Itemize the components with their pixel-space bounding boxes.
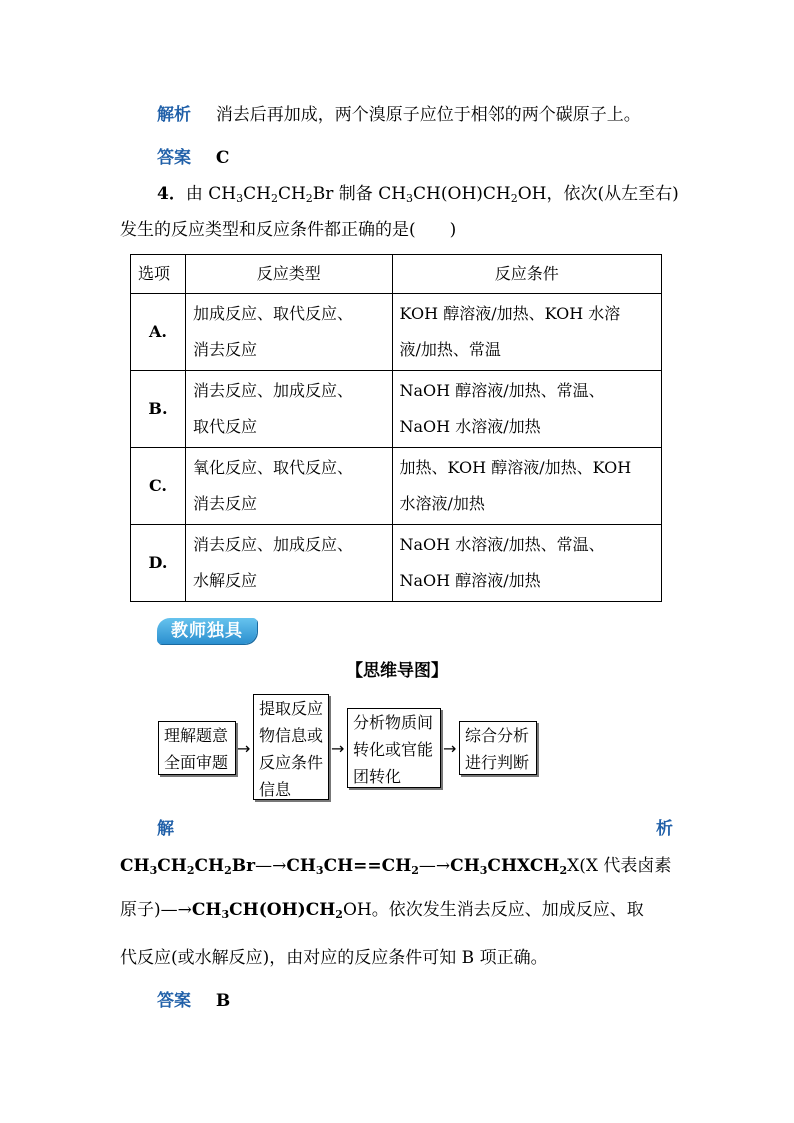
cell-line: 消去反应: [192, 340, 257, 359]
sub: 2: [270, 192, 278, 205]
sub: 3: [479, 864, 488, 877]
eq-part: CH: [194, 856, 225, 876]
box-line: 转化或官能: [353, 740, 434, 759]
arrow-icon: →: [331, 739, 345, 758]
reaction-type: [185, 371, 392, 448]
mindmap-box-3: [347, 708, 441, 788]
eq-part: 原子): [120, 900, 161, 920]
question-line-1: [157, 183, 679, 210]
sub: 2: [559, 864, 568, 877]
options-table: [130, 254, 662, 602]
answer-2: [157, 990, 230, 1012]
eq-part: CH(OH)CH: [229, 900, 336, 920]
reaction-condition: [392, 448, 661, 525]
analysis-2-line-1: [120, 855, 671, 882]
analysis-label: 解: [157, 819, 174, 839]
arrow-icon: →: [237, 739, 251, 758]
sub: 2: [305, 192, 313, 205]
analysis-2-label-left: [157, 818, 174, 840]
table-row: [131, 525, 662, 602]
eq-part: CH: [120, 856, 150, 876]
reaction-condition: [392, 294, 661, 371]
mindmap-title: 【思维导图】: [346, 661, 448, 681]
eq-part: CH: [191, 900, 222, 920]
sub: 2: [335, 908, 343, 921]
box-line: 理解题意: [164, 726, 229, 745]
box-line: 分析物质间: [353, 713, 434, 732]
q-text: CH: [277, 184, 306, 204]
table-row: [131, 371, 662, 448]
cell-line: 加热、KOH 醇溶液/加热、KOH: [399, 458, 632, 477]
table-row: [131, 448, 662, 525]
reaction-arrow: —→: [418, 856, 451, 876]
sub: 3: [221, 908, 230, 921]
box-line: 物信息或: [259, 726, 324, 745]
header-option: 选项: [131, 255, 186, 294]
table-header-row: [131, 255, 662, 294]
header-condition: 反应条件: [392, 255, 661, 294]
cell-line: 消去反应、加成反应、: [192, 535, 353, 554]
analysis-label: 析: [656, 819, 673, 839]
cell-line: 加成反应、取代反应、: [192, 304, 353, 323]
reaction-type: [185, 525, 392, 602]
sub: 3: [149, 864, 158, 877]
q-text: CH: [243, 184, 271, 204]
option-label: B.: [131, 371, 186, 448]
reaction-arrow: —→: [255, 856, 287, 876]
cell-line: 液/加热、常温: [399, 340, 501, 359]
cell-line: KOH 醇溶液/加热、KOH 水溶: [399, 304, 621, 323]
analysis-1: [157, 104, 641, 126]
reaction-arrow: —→: [160, 900, 192, 920]
cell-line: 取代反应: [192, 417, 257, 436]
analysis-2-label-right: [656, 818, 673, 840]
answer-value: B: [215, 991, 231, 1011]
answer-value: C: [215, 148, 230, 168]
box-line: 全面审题: [164, 753, 229, 772]
reaction-type: [185, 448, 392, 525]
q-text: CH(OH)CH: [413, 184, 511, 204]
box-line: 团转化: [353, 767, 402, 786]
cell-line: NaOH 醇溶液/加热: [399, 571, 541, 590]
cell-line: 消去反应: [192, 494, 257, 513]
eq-part: Br: [231, 856, 256, 876]
cell-line: NaOH 水溶液/加热、常温、: [399, 535, 605, 554]
box-line: 进行判断: [465, 753, 530, 772]
q-text: Br 制备 CH: [312, 184, 407, 204]
box-line: 信息: [259, 780, 292, 799]
header-type: 反应类型: [185, 255, 392, 294]
mindmap-box-2: [253, 694, 329, 800]
sub: 3: [315, 864, 324, 877]
q-text: 由 CH: [185, 184, 237, 204]
arrow-icon: →: [443, 739, 457, 758]
box-line: 综合分析: [465, 726, 530, 745]
answer-label: 答案: [157, 991, 191, 1011]
analysis-label: 解析: [157, 105, 191, 125]
cell-line: NaOH 醇溶液/加热、常温、: [399, 381, 605, 400]
option-label: D.: [131, 525, 186, 602]
cell-line: NaOH 水溶液/加热: [399, 417, 541, 436]
answer-1: [157, 147, 229, 169]
cell-line: 水解反应: [192, 571, 257, 590]
sub: 2: [411, 864, 419, 877]
teacher-exclusive-badge: 教师独具: [157, 618, 257, 644]
mindmap-box-4: [459, 721, 537, 775]
box-line: 反应条件: [259, 753, 324, 772]
option-label: A.: [131, 294, 186, 371]
table-row: [131, 294, 662, 371]
eq-part: CH==CH: [323, 856, 412, 876]
cell-line: 消去反应、加成反应、: [192, 381, 353, 400]
answer-label: 答案: [157, 148, 191, 168]
option-label: C.: [131, 448, 186, 525]
sub: 2: [510, 192, 518, 205]
sub: 3: [236, 192, 244, 205]
sub: 2: [224, 864, 232, 877]
box-line: 提取反应: [259, 699, 324, 718]
analysis-2-line-2: [120, 899, 644, 926]
eq-part: X(X 代表卤素: [567, 856, 672, 876]
sub: 3: [406, 192, 414, 205]
sub: 2: [186, 864, 195, 877]
eq-part: OH。依次发生消去反应、加成反应、取: [342, 900, 644, 920]
question-number: 4．: [157, 184, 186, 204]
question-line-2: 发生的反应类型和反应条件都正确的是( ): [120, 220, 457, 240]
cell-line: 氧化反应、取代反应、: [192, 458, 353, 477]
q-text: OH，依次(从左至右): [517, 184, 679, 204]
cell-line: 水溶液/加热: [399, 494, 485, 513]
eq-part: CH: [450, 856, 480, 876]
eq-part: CH: [286, 856, 316, 876]
analysis-text: 消去后再加成，两个溴原子应位于相邻的两个碳原子上。: [215, 105, 641, 125]
reaction-condition: [392, 525, 661, 602]
reaction-type: [185, 294, 392, 371]
eq-part: CH: [157, 856, 187, 876]
analysis-2-line-3: 代反应(或水解反应)，由对应的反应条件可知 B 项正确。: [120, 948, 548, 968]
eq-part: CHXCH: [487, 856, 560, 876]
mindmap-box-1: [158, 721, 236, 775]
reaction-condition: [392, 371, 661, 448]
